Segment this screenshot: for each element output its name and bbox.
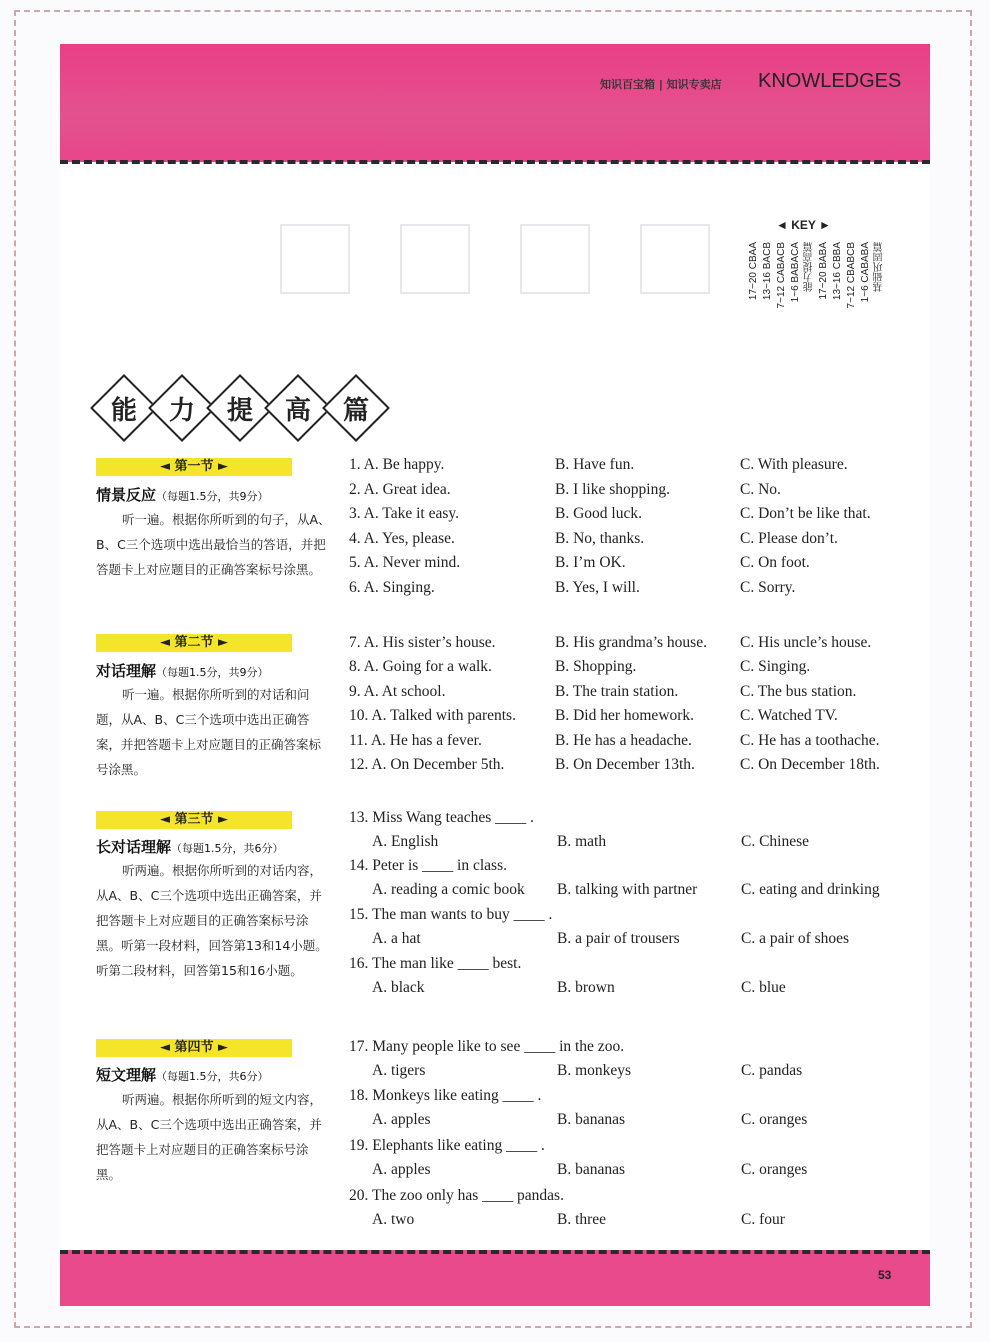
key-line: 13~16 BACB: [762, 242, 773, 301]
question-text: B. bananas: [557, 1111, 626, 1128]
key-line: 能力提高篇: [804, 242, 815, 292]
question-text: A. tigers: [372, 1062, 426, 1079]
question-text: A. reading a comic book: [372, 881, 525, 898]
question-text: 14. Peter is ____ in class.: [349, 857, 507, 874]
key-line: 基础巩固篇: [874, 242, 885, 292]
question-text: A. black: [372, 979, 425, 996]
question-text: 7. A. His sister’s house.: [349, 634, 496, 651]
question-text: C. On foot.: [740, 554, 810, 571]
question-text: 5. A. Never mind.: [349, 554, 461, 571]
question-text: 9. A. At school.: [349, 683, 446, 700]
section-tag-2: ◄ 第二节 ►: [96, 634, 292, 652]
question-text: B. Shopping.: [555, 658, 637, 675]
key-line: 17~20 CBAA: [748, 242, 759, 301]
key-line: 1~6 BABACA: [790, 242, 801, 303]
question-text: B. Yes, I will.: [555, 579, 640, 596]
question-text: 16. The man like ____ best.: [349, 955, 522, 972]
question-text: B. monkeys: [557, 1062, 632, 1079]
question-text: B. I like shopping.: [555, 481, 670, 498]
decor-box: [400, 224, 470, 294]
question-text: 19. Elephants like eating ____ .: [349, 1137, 545, 1154]
question-text: C. His uncle’s house.: [740, 634, 872, 651]
question-text: 3. A. Take it easy.: [349, 505, 459, 522]
key-line: 17~20 BABA: [818, 242, 829, 300]
question-text: 4. A. Yes, please.: [349, 530, 455, 547]
question-text: A. two: [372, 1211, 415, 1228]
header-brand: KNOWLEDGES: [758, 70, 902, 92]
question-text: 2. A. Great idea.: [349, 481, 451, 498]
question-text: 1. A. Be happy.: [349, 456, 445, 473]
section-tag-4: ◄ 第四节 ►: [96, 1039, 292, 1057]
question-text: C. pandas: [741, 1062, 803, 1079]
question-text: A. English: [372, 833, 439, 850]
question-text: B. Have fun.: [555, 456, 635, 473]
footer-divider: [60, 1250, 930, 1254]
question-text: B. bananas: [557, 1161, 626, 1178]
question-text: B. The train station.: [555, 683, 679, 700]
title-char: 能: [110, 396, 137, 426]
question-text: C. Sorry.: [740, 579, 796, 596]
question-text: 17. Many people like to see ____ in the zoo.: [349, 1038, 625, 1055]
question-text: B. His grandma’s house.: [555, 634, 707, 651]
question-text: C. Please don’t.: [740, 530, 838, 547]
question-text: 15. The man wants to buy ____ .: [349, 906, 553, 923]
title-char: 提: [226, 396, 253, 426]
question-text: B. No, thanks.: [555, 530, 645, 547]
question-text: B. talking with partner: [557, 881, 698, 898]
key-line: 7~12 CBABCB: [846, 242, 857, 309]
question-text: B. math: [557, 833, 607, 850]
question-text: C. a pair of shoes: [741, 930, 850, 947]
section-name-1: 情景反应（每题1.5分，共9分）: [96, 486, 269, 504]
title-char: 高: [284, 396, 311, 426]
question-text: A. a hat: [372, 930, 421, 947]
decor-box: [520, 224, 590, 294]
question-text: C. eating and drinking: [741, 881, 880, 898]
question-text: 6. A. Singing.: [349, 579, 435, 596]
question-text: C. four: [741, 1211, 785, 1228]
section-desc-3: 听两遍。根据你所听到的对话内容，从A、B、C三个选项中选出正确答案，并把答题卡上对应题目的正确答案标号涂黑。听第一段材料，回答第13和14小题。听第二段材料，回答第15和16小题。: [96, 863, 328, 978]
question-text: B. Good luck.: [555, 505, 642, 522]
question-text: 10. A. Talked with parents.: [349, 707, 516, 724]
question-text: B. He has a headache.: [555, 732, 692, 749]
question-text: 12. A. On December 5th.: [349, 756, 505, 773]
section-tag-3: ◄ 第三节 ►: [96, 811, 292, 829]
question-text: B. On December 13th.: [555, 756, 695, 773]
section-name-4: 短文理解（每题1.5分，共6分）: [96, 1066, 269, 1084]
header-band: [60, 44, 930, 162]
question-text: C. He has a toothache.: [740, 732, 880, 749]
question-text: C. Don’t be like that.: [740, 505, 871, 522]
question-text: A. apples: [372, 1111, 431, 1128]
key-line: 13~16 CBBA: [832, 242, 843, 301]
question-text: C. oranges: [741, 1111, 808, 1128]
question-text: 20. The zoo only has ____ pandas.: [349, 1187, 564, 1204]
question-text: C. No.: [740, 481, 781, 498]
section-desc-2: 听一遍。根据你所听到的对话和问题，从A、B、C三个选项中选出正确答案，并把答题卡上对应题目的正确答案标号涂黑。: [96, 687, 322, 777]
section-tag-1: ◄ 第一节 ►: [96, 458, 292, 476]
section-name-2: 对话理解（每题1.5分，共9分）: [96, 662, 269, 680]
question-text: 13. Miss Wang teaches ____ .: [349, 809, 534, 826]
title-char: 篇: [342, 396, 369, 426]
title-char: 力: [168, 396, 195, 426]
question-text: 18. Monkeys like eating ____ .: [349, 1087, 542, 1104]
question-text: B. I’m OK.: [555, 554, 626, 571]
question-text: C. blue: [741, 979, 786, 996]
question-text: C. Singing.: [740, 658, 811, 675]
section-name-3: 长对话理解（每题1.5分，共6分）: [96, 838, 284, 856]
question-text: C. On December 18th.: [740, 756, 880, 773]
question-text: A. apples: [372, 1161, 431, 1178]
question-text: 8. A. Going for a walk.: [349, 658, 492, 675]
header-divider: [60, 160, 930, 164]
question-text: C. The bus station.: [740, 683, 857, 700]
question-text: C. oranges: [741, 1161, 808, 1178]
header-section-label: 知识百宝箱 | 知识专卖店: [600, 78, 722, 91]
page-number: 53: [878, 1268, 892, 1282]
decor-box: [640, 224, 710, 294]
question-text: B. three: [557, 1211, 607, 1228]
decor-box: [280, 224, 350, 294]
question-text: 11. A. He has a fever.: [349, 732, 482, 749]
question-text: C. Chinese: [741, 833, 810, 850]
question-text: B. Did her homework.: [555, 707, 695, 724]
key-line: 1~6 CABABA: [860, 242, 871, 303]
key-line: 7~12 CABACB: [776, 242, 787, 309]
footer-band: [60, 1250, 930, 1306]
question-text: B. brown: [557, 979, 615, 996]
key-title: ◄ KEY ►: [776, 218, 831, 232]
section-desc-1: 听一遍。根据你所听到的句子，从A、B、C三个选项中选出最恰当的答语，并把答题卡上对应题目的正确答案标号涂黑。: [96, 512, 331, 577]
question-text: C. Watched TV.: [740, 707, 838, 724]
section-desc-4: 听两遍。根据你所听到的短文内容，从A、B、C三个选项中选出正确答案，并把答题卡上对应题目的正确答案标号涂黑。: [96, 1092, 323, 1182]
question-text: C. With pleasure.: [740, 456, 848, 473]
question-text: B. a pair of trousers: [557, 930, 680, 947]
